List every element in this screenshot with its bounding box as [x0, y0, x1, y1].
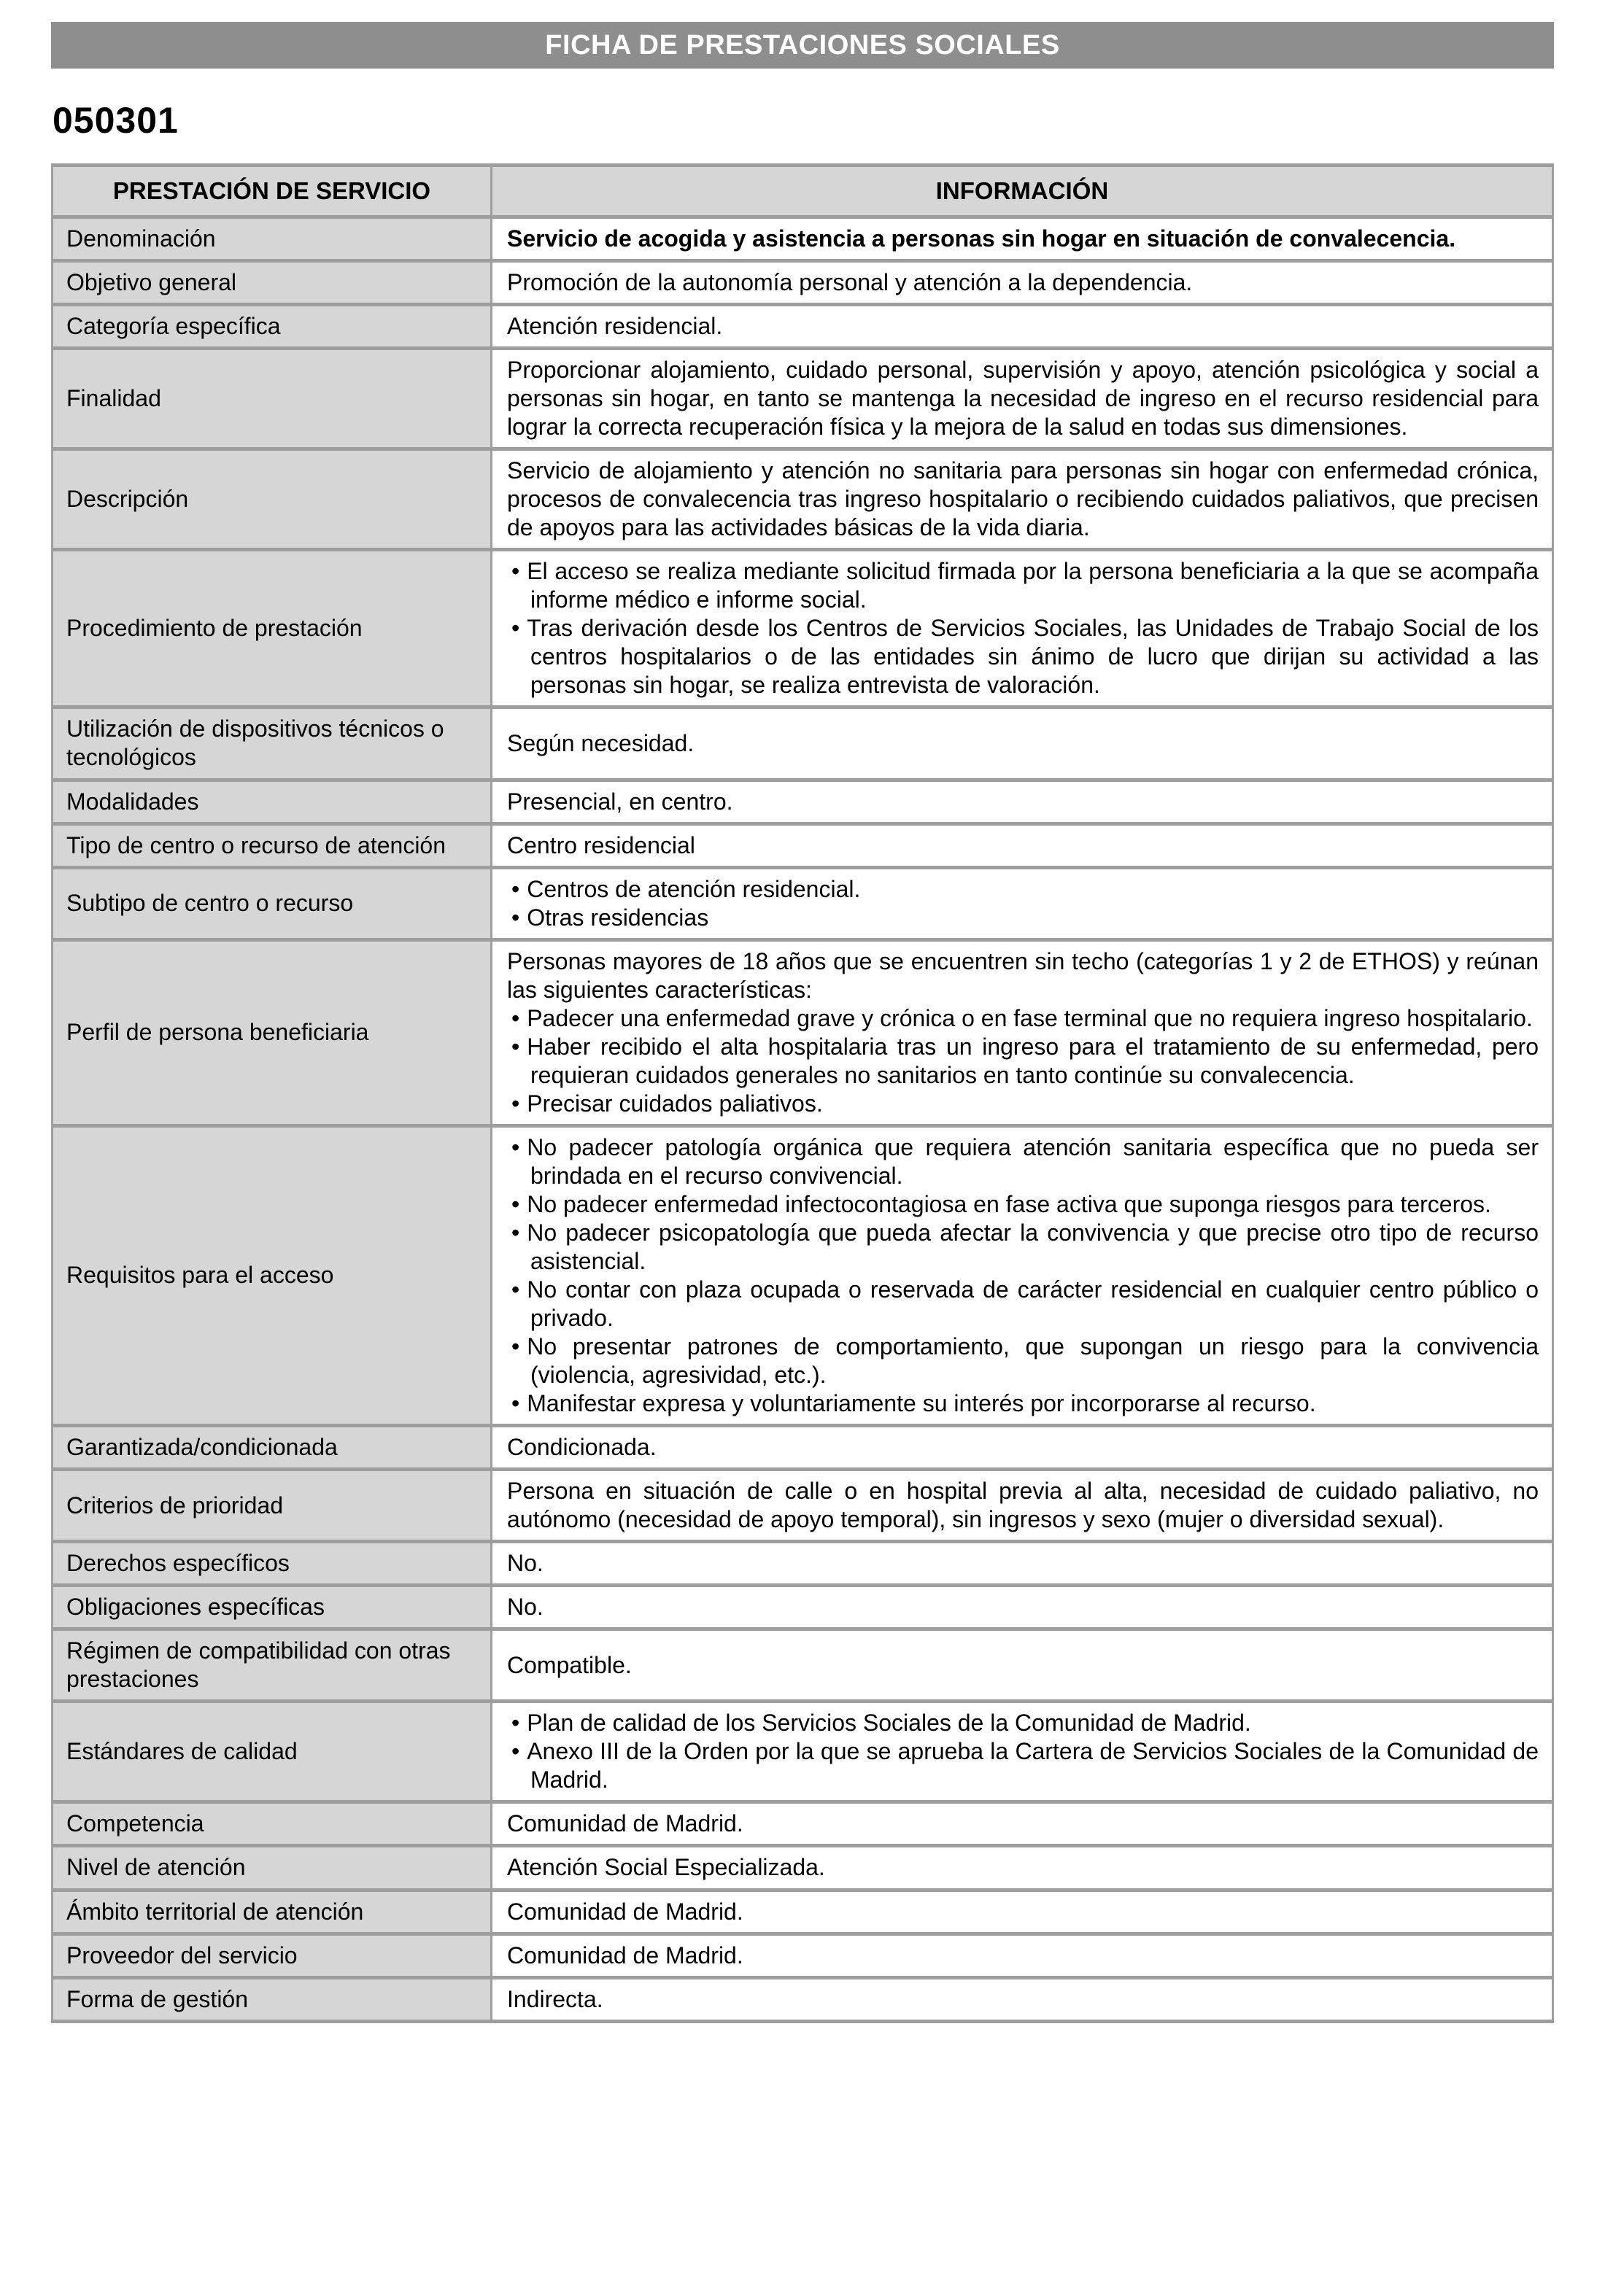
table-row	[53, 867, 1553, 939]
value-paragraph: Promoción de la autonomía personal y atención a la dependencia.	[507, 269, 1193, 296]
table-row	[53, 550, 1553, 707]
table-row	[53, 780, 1553, 823]
table-row	[53, 1977, 1553, 2021]
table-row	[53, 217, 1553, 261]
row-value	[492, 449, 1553, 550]
benefits-table	[51, 163, 1554, 2023]
value-paragraph: Presencial, en centro.	[507, 788, 733, 815]
value-paragraph: Atención Social Especializada.	[507, 1854, 825, 1881]
row-label: Modalidades	[53, 780, 492, 823]
row-label: Categoría específica	[53, 305, 492, 349]
row-value	[492, 1629, 1553, 1702]
row-value	[492, 1802, 1553, 1846]
row-value	[492, 1702, 1553, 1802]
row-label: Tipo de centro o recurso de atención	[53, 823, 492, 867]
table-body	[53, 217, 1553, 2022]
value-paragraph: Compatible.	[507, 1651, 632, 1678]
row-label: Forma de gestión	[53, 1977, 492, 2021]
document-code: 050301	[53, 100, 179, 141]
row-label: Procedimiento de prestación	[53, 550, 492, 707]
value-paragraph: Condicionada.	[507, 1434, 657, 1461]
value-bullet-item: • Padecer una enfermedad grave y crónica o en fase terminal que no requiera ingreso hospitalario.	[507, 1004, 1539, 1033]
table-row	[53, 939, 1553, 1125]
value-bullet-item: • Precisar cuidados paliativos.	[507, 1090, 1539, 1118]
row-label: Descripción	[53, 449, 492, 550]
row-value	[492, 1542, 1553, 1586]
value-paragraph: Persona en situación de calle o en hospital previa al alta, necesidad de cuidado paliativo, no autónomo (necesidad de apoyo temporal), sin ingresos y sexo (mujer o diversidad sexual).	[507, 1478, 1539, 1533]
row-value	[492, 1934, 1553, 1977]
row-label: Garantizada/condicionada	[53, 1426, 492, 1470]
row-value	[492, 780, 1553, 823]
value-bullet-item: • No padecer enfermedad infectocontagiosa en fase activa que suponga riesgos para terceros.	[507, 1190, 1539, 1219]
value-bullet-item: • Centros de atención residencial.	[507, 875, 1539, 904]
row-value	[492, 823, 1553, 867]
value-paragraph: Comunidad de Madrid.	[507, 1942, 743, 1969]
value-paragraph: Según necesidad.	[507, 729, 695, 756]
value-paragraph: Comunidad de Madrid.	[507, 1898, 743, 1925]
row-label: Objetivo general	[53, 261, 492, 305]
value-paragraph: Personas mayores de 18 años que se encuentren sin techo (categorías 1 y 2 de ETHOS) y reúnan las siguientes características:	[507, 947, 1539, 1003]
table-row	[53, 1125, 1553, 1425]
table-header-row	[53, 166, 1553, 217]
row-value	[492, 1846, 1553, 1890]
table-row	[53, 349, 1553, 449]
table-row	[53, 305, 1553, 349]
row-value	[492, 1426, 1553, 1470]
row-value	[492, 1586, 1553, 1629]
value-bullet-item: • Plan de calidad de los Servicios Sociales de la Comunidad de Madrid.	[507, 1709, 1539, 1737]
row-value	[492, 707, 1553, 780]
row-label: Requisitos para el acceso	[53, 1125, 492, 1425]
row-label: Estándares de calidad	[53, 1702, 492, 1802]
row-value	[492, 349, 1553, 449]
row-value	[492, 550, 1553, 707]
value-bullet-item: • No padecer psicopatología que pueda afectar la convivencia y que precise otro tipo de recurso asistencial.	[507, 1219, 1539, 1276]
table-row	[53, 1890, 1553, 1934]
table-row	[53, 1702, 1553, 1802]
row-value	[492, 939, 1553, 1125]
row-label: Competencia	[53, 1802, 492, 1846]
row-label: Nivel de atención	[53, 1846, 492, 1890]
table-row	[53, 1426, 1553, 1470]
value-paragraph: Comunidad de Madrid.	[507, 1810, 743, 1837]
value-paragraph: Servicio de alojamiento y atención no sanitaria para personas sin hogar con enfermedad crónica, procesos de convalecencia tras ingreso hospitalario o recibiendo cuidados paliativos, que precisen de apoyos para las actividades básicas de la vida diaria.	[507, 457, 1539, 541]
table-row	[53, 1629, 1553, 1702]
table-row	[53, 449, 1553, 550]
row-label: Perfil de persona beneficiaria	[53, 939, 492, 1125]
value-bullet-item: • Anexo III de la Orden por la que se aprueba la Cartera de Servicios Sociales de la Comunidad de Madrid.	[507, 1737, 1539, 1794]
row-value	[492, 1977, 1553, 2021]
table-row	[53, 1586, 1553, 1629]
row-label: Ámbito territorial de atención	[53, 1890, 492, 1934]
table-row	[53, 823, 1553, 867]
table-row	[53, 1802, 1553, 1846]
row-value	[492, 1470, 1553, 1542]
value-paragraph: Proporcionar alojamiento, cuidado personal, supervisión y apoyo, atención psicológica y social a personas sin hogar, en tanto se mantenga la necesidad de ingreso en el recurso residencial para lograr la correcta recuperación física y la mejora de la salud en todas sus dimensiones.	[507, 357, 1539, 441]
table-row	[53, 1542, 1553, 1586]
column-header-informacion: INFORMACIÓN	[492, 166, 1553, 217]
row-label: Proveedor del servicio	[53, 1934, 492, 1977]
value-bullet-item: • No presentar patrones de comportamiento, que supongan un riesgo para la convivencia (violencia, agresividad, etc.).	[507, 1333, 1539, 1389]
row-value	[492, 867, 1553, 939]
value-paragraph: Servicio de acogida y asistencia a personas sin hogar en situación de convalecencia.	[507, 225, 1456, 252]
table-row	[53, 707, 1553, 780]
value-bullet-item: • Haber recibido el alta hospitalaria tras un ingreso para el tratamiento de su enfermedad, pero requieran cuidados generales no sanitarios en tanto continúe su convalecencia.	[507, 1033, 1539, 1090]
table-row	[53, 1934, 1553, 1977]
row-label: Régimen de compatibilidad con otras prestaciones	[53, 1629, 492, 1702]
row-label: Derechos específicos	[53, 1542, 492, 1586]
value-paragraph: No.	[507, 1594, 544, 1621]
table-row	[53, 1846, 1553, 1890]
value-paragraph: Centro residencial	[507, 831, 695, 858]
row-label: Denominación	[53, 217, 492, 261]
row-value	[492, 1125, 1553, 1425]
value-paragraph: Indirecta.	[507, 1985, 603, 2012]
row-value	[492, 305, 1553, 349]
row-label: Subtipo de centro o recurso	[53, 867, 492, 939]
value-bullet-item: • No contar con plaza ocupada o reservada de carácter residencial en cualquier centro público o privado.	[507, 1276, 1539, 1333]
row-label: Utilización de dispositivos técnicos o tecnológicos	[53, 707, 492, 780]
row-label: Finalidad	[53, 349, 492, 449]
value-bullet-item: • Otras residencias	[507, 904, 1539, 932]
table-row	[53, 1470, 1553, 1542]
row-label: Obligaciones específicas	[53, 1586, 492, 1629]
page-title: FICHA DE PRESTACIONES SOCIALES	[545, 29, 1060, 61]
document-title-bar	[51, 22, 1554, 69]
value-bullet-item: • No padecer patología orgánica que requiera atención sanitaria específica que no pueda ser brindada en el recurso convivencial.	[507, 1133, 1539, 1190]
value-bullet-item: • Manifestar expresa y voluntariamente su interés por incorporarse al recurso.	[507, 1389, 1539, 1418]
row-value	[492, 1890, 1553, 1934]
row-value	[492, 217, 1553, 261]
table-row	[53, 261, 1553, 305]
value-bullet-item: • Tras derivación desde los Centros de Servicios Sociales, las Unidades de Trabajo Social de los centros hospitalarios o de las entidades sin ánimo de lucro que dirijan su actividad a las personas sin hogar, se realiza entrevista de valoración.	[507, 614, 1539, 699]
value-bullet-item: • El acceso se realiza mediante solicitud firmada por la persona beneficiaria a la que se acompaña informe médico e informe social.	[507, 557, 1539, 614]
column-header-prestacion: PRESTACIÓN DE SERVICIO	[53, 166, 492, 217]
value-paragraph: Atención residencial.	[507, 313, 723, 340]
value-paragraph: No.	[507, 1550, 544, 1577]
row-label: Criterios de prioridad	[53, 1470, 492, 1542]
row-value	[492, 261, 1553, 305]
